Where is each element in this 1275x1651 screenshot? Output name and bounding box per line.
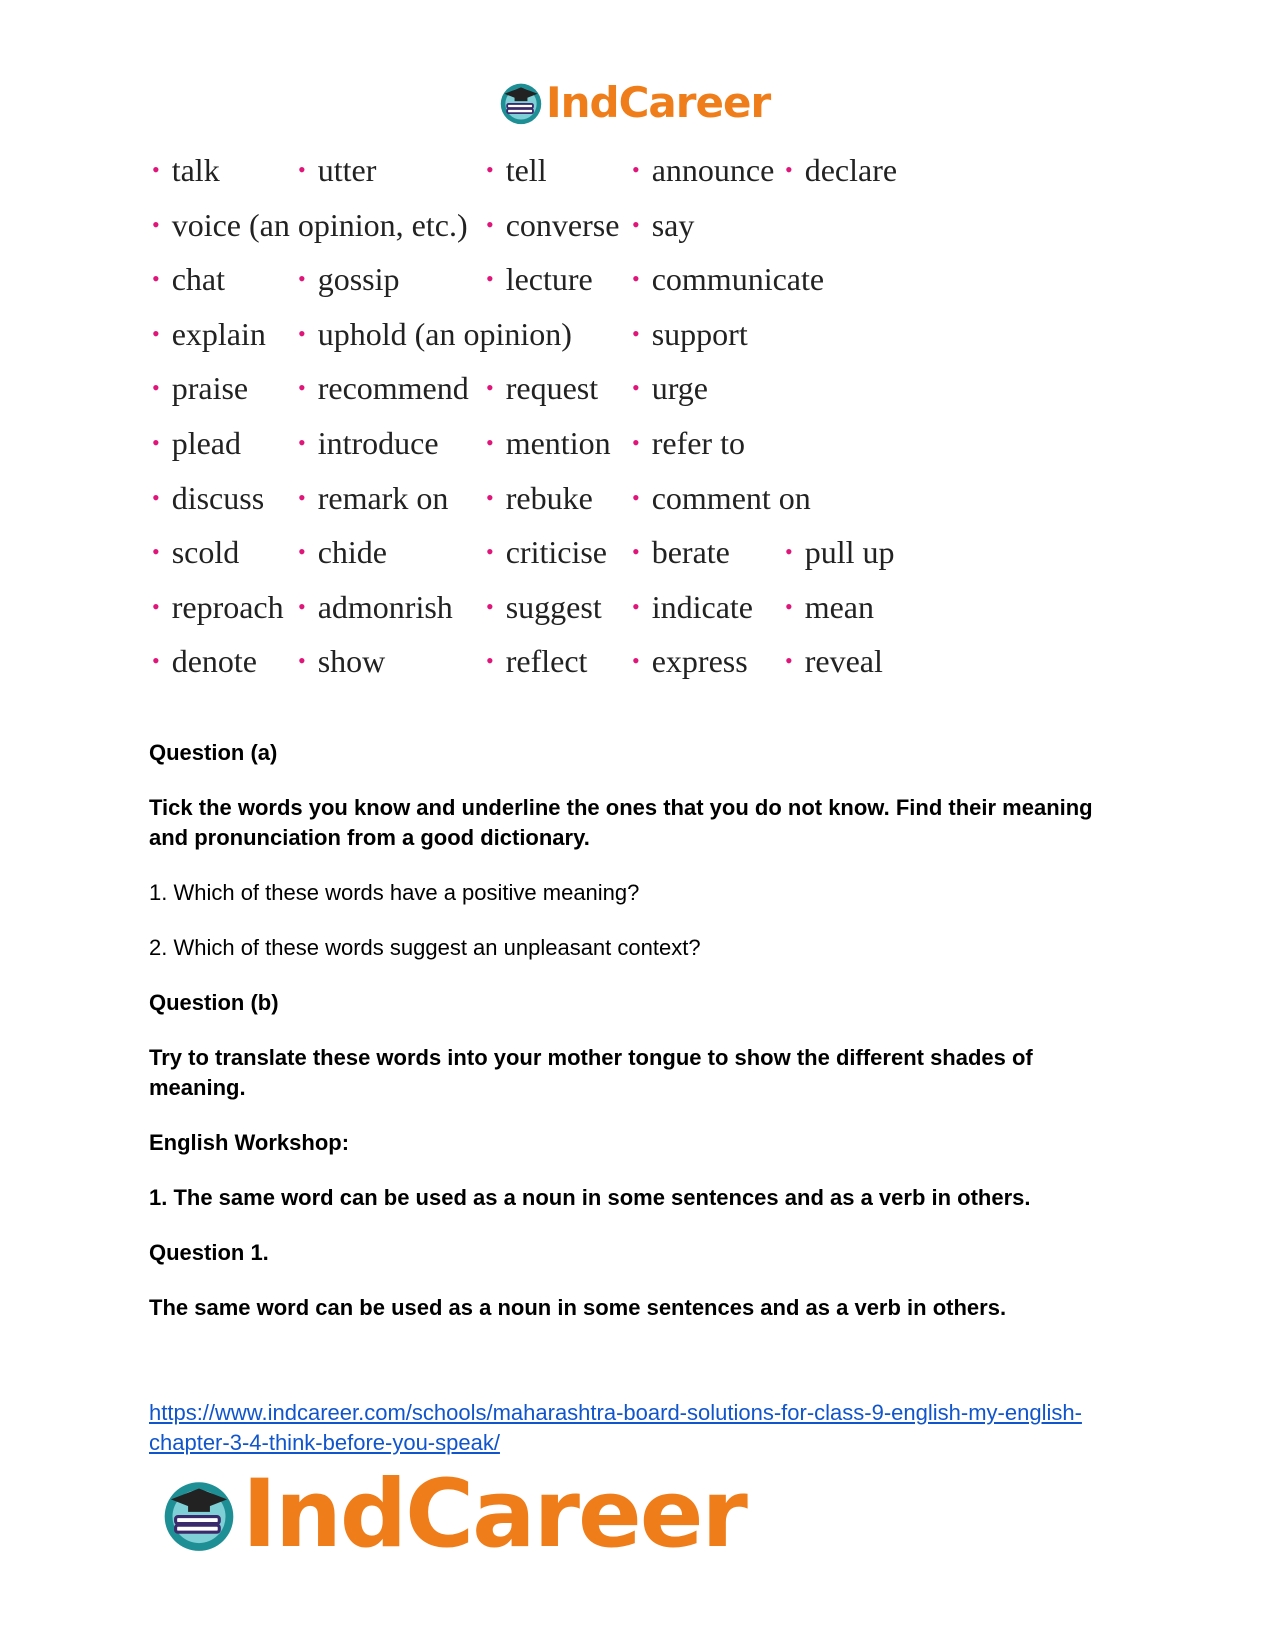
word-text: support	[651, 315, 748, 352]
word-text: scold	[171, 534, 240, 571]
word-text: berate	[651, 534, 730, 571]
word-item	[632, 480, 811, 517]
bullet-icon: •	[486, 429, 494, 455]
bullet-icon: •	[298, 266, 306, 292]
bullet-icon: •	[632, 539, 640, 565]
bullet-icon: •	[298, 375, 306, 401]
paragraph: Tick the words you know and underline the ones that you do not know. Find their meaning and pronunciation from a good dictionary.	[149, 795, 1093, 850]
paragraph: English Workshop:	[149, 1130, 350, 1155]
bullet-icon: •	[152, 211, 160, 237]
word-item	[632, 207, 694, 244]
graduation-book-icon	[498, 80, 544, 126]
word-text: urge	[651, 370, 708, 407]
word-item	[632, 589, 753, 626]
bullet-icon: •	[632, 648, 640, 674]
brand-name: IndCareer	[546, 78, 771, 127]
bullet-icon: •	[785, 539, 793, 565]
word-item	[785, 589, 874, 626]
word-item	[152, 643, 257, 680]
word-item	[152, 152, 220, 189]
word-item	[298, 643, 385, 680]
word-row	[152, 207, 972, 262]
word-list	[152, 152, 972, 698]
word-item	[632, 425, 745, 462]
word-item	[486, 425, 611, 462]
word-item	[486, 370, 598, 407]
bullet-icon: •	[785, 648, 793, 674]
word-row	[152, 261, 972, 316]
word-item	[152, 425, 241, 462]
indcareer-logo-bottom	[160, 1460, 746, 1569]
word-item	[785, 643, 883, 680]
word-item	[632, 261, 824, 298]
word-text: mean	[804, 588, 874, 625]
word-item	[486, 534, 607, 571]
bullet-icon: •	[486, 211, 494, 237]
word-item	[152, 261, 225, 298]
word-item	[632, 152, 774, 189]
word-text: praise	[171, 370, 249, 407]
bullet-icon: •	[298, 320, 306, 346]
word-row	[152, 589, 972, 644]
word-item	[152, 207, 468, 244]
word-item	[632, 643, 748, 680]
paragraph: 1. Which of these words have a positive meaning?	[149, 880, 640, 905]
bullet-icon: •	[298, 539, 306, 565]
paragraph: 2. Which of these words suggest an unpleasant context?	[149, 935, 701, 960]
paragraph: Try to translate these words into your mother tongue to show the different shades of meaning.	[149, 1045, 1033, 1100]
bullet-icon: •	[152, 157, 160, 182]
bullet-icon: •	[486, 539, 494, 565]
word-text: explain	[171, 315, 266, 352]
word-text: remark on	[317, 479, 449, 516]
bullet-icon: •	[486, 157, 494, 182]
word-item	[486, 589, 602, 626]
bullet-icon: •	[785, 593, 793, 619]
word-text: converse	[505, 206, 620, 243]
word-text: reveal	[804, 643, 883, 680]
word-text: chide	[317, 534, 387, 571]
word-text: introduce	[317, 424, 439, 461]
bullet-icon: •	[632, 593, 640, 619]
word-item	[632, 316, 748, 353]
word-item	[632, 534, 730, 571]
word-text: plead	[171, 424, 241, 461]
word-item	[298, 425, 439, 462]
word-text: voice (an opinion, etc.)	[171, 206, 468, 243]
bullet-icon: •	[785, 157, 793, 182]
word-text: admonrish	[317, 588, 453, 625]
bullet-icon: •	[298, 648, 306, 674]
graduation-book-icon	[160, 1476, 238, 1554]
word-text: tell	[505, 152, 547, 188]
word-item	[486, 643, 587, 680]
bullet-icon: •	[152, 266, 160, 292]
word-row	[152, 316, 972, 371]
word-item	[486, 207, 619, 244]
word-item	[298, 480, 448, 517]
word-item	[298, 589, 453, 626]
bullet-icon: •	[298, 157, 306, 182]
word-text: mention	[505, 424, 611, 461]
paragraph: The same word can be used as a noun in some sentences and as a verb in others.	[149, 1295, 1007, 1320]
word-item	[298, 316, 572, 353]
word-item	[486, 261, 593, 298]
word-text: denote	[171, 643, 257, 680]
word-text: criticise	[505, 534, 607, 571]
word-text: reproach	[171, 588, 284, 625]
bullet-icon: •	[632, 320, 640, 346]
bullet-icon: •	[632, 429, 640, 455]
bullet-icon: •	[152, 429, 160, 455]
word-text: declare	[804, 152, 898, 188]
word-text: say	[651, 206, 695, 243]
word-text: uphold (an opinion)	[317, 315, 572, 352]
word-item	[632, 370, 708, 407]
word-text: refer to	[651, 424, 745, 461]
word-text: request	[505, 370, 599, 407]
word-text: comment on	[651, 479, 811, 516]
word-text: pull up	[804, 534, 895, 571]
bullet-icon: •	[632, 375, 640, 401]
word-item	[152, 370, 248, 407]
word-text: communicate	[651, 261, 825, 298]
paragraph: Question (b)	[149, 990, 279, 1015]
bullet-icon: •	[152, 648, 160, 674]
word-item	[298, 152, 376, 189]
word-text: discuss	[171, 479, 265, 516]
bullet-icon: •	[298, 593, 306, 619]
word-row	[152, 643, 972, 698]
word-row	[152, 425, 972, 480]
word-text: utter	[317, 152, 377, 188]
word-text: announce	[651, 152, 775, 188]
bullet-icon: •	[632, 484, 640, 510]
paragraph: 1. The same word can be used as a noun in some sentences and as a verb in others.	[149, 1185, 1031, 1210]
word-text: indicate	[651, 588, 753, 625]
bullet-icon: •	[486, 648, 494, 674]
bullet-icon: •	[486, 593, 494, 619]
word-text: rebuke	[505, 479, 593, 516]
indcareer-logo-top	[498, 78, 770, 127]
word-text: chat	[171, 261, 225, 298]
word-item	[486, 152, 547, 189]
bullet-icon: •	[632, 266, 640, 292]
word-row	[152, 534, 972, 589]
bullet-icon: •	[632, 211, 640, 237]
word-text: talk	[171, 152, 220, 188]
word-text: reflect	[505, 643, 588, 680]
word-row	[152, 152, 972, 207]
word-text: express	[651, 643, 748, 680]
word-row	[152, 480, 972, 535]
source-link[interactable]: https://www.indcareer.com/schools/maharashtra-board-solutions-for-class-9-english-my-english-chapter-3-4-think-before-you-speak/	[149, 1400, 1082, 1455]
bullet-icon: •	[298, 429, 306, 455]
word-text: gossip	[317, 261, 400, 298]
word-text: show	[317, 643, 386, 680]
word-item	[298, 534, 387, 571]
bullet-icon: •	[632, 157, 640, 182]
bullet-icon: •	[298, 484, 306, 510]
brand-name: IndCareer	[242, 1460, 746, 1569]
word-text: suggest	[505, 588, 602, 625]
bullet-icon: •	[152, 484, 160, 510]
bullet-icon: •	[486, 266, 494, 292]
bullet-icon: •	[486, 484, 494, 510]
word-item	[486, 480, 593, 517]
word-item	[152, 534, 239, 571]
word-text: lecture	[505, 261, 593, 298]
word-text: recommend	[317, 370, 469, 407]
word-item	[152, 480, 264, 517]
word-item	[152, 589, 284, 626]
bullet-icon: •	[152, 539, 160, 565]
bullet-icon: •	[152, 375, 160, 401]
bullet-icon: •	[152, 320, 160, 346]
word-row	[152, 370, 972, 425]
paragraph: Question 1.	[149, 1240, 269, 1265]
bullet-icon: •	[152, 593, 160, 619]
paragraph: Question (a)	[149, 740, 278, 765]
word-item	[298, 261, 400, 298]
bullet-icon: •	[486, 375, 494, 401]
word-item	[785, 152, 897, 189]
word-item	[152, 316, 266, 353]
document-body	[149, 738, 1129, 1348]
word-item	[785, 534, 894, 571]
word-item	[298, 370, 469, 407]
